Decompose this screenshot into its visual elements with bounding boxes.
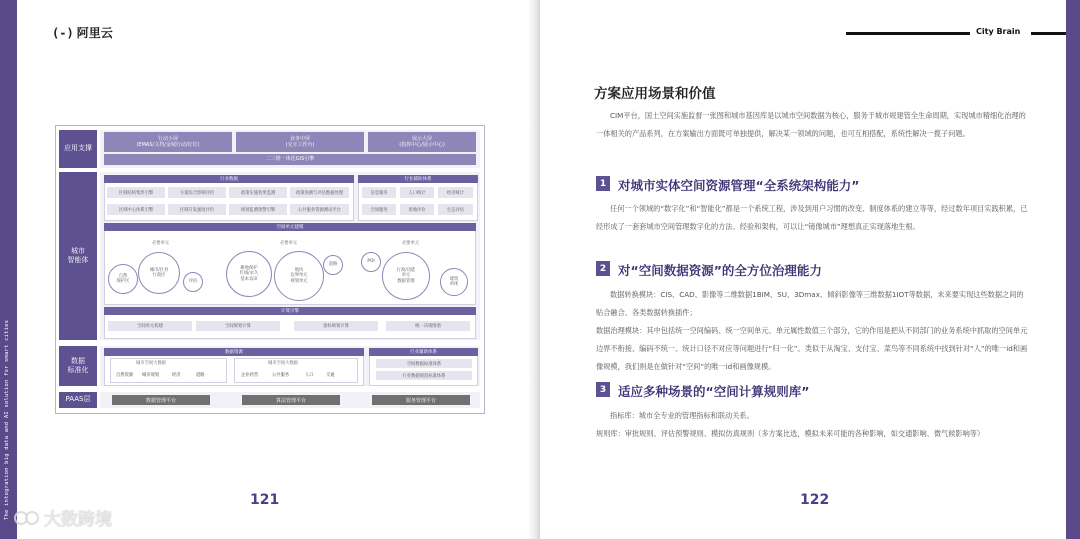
data-item: 自然资源 — [116, 373, 134, 378]
compute-item: 空间单元构建 — [108, 321, 192, 331]
section-title: 方案应用场景和价值 — [594, 86, 716, 102]
aliyun-logo — [52, 24, 113, 41]
data-item: 公共服务 — [272, 373, 290, 378]
layer-label-paas: PAAS层 — [59, 392, 97, 408]
assist-item: 信息服务 — [362, 187, 396, 198]
app-box-sub: (指挥中心/展示中心) — [399, 142, 445, 148]
watermark-logo-icon — [14, 509, 40, 527]
assist-item: 经济统计 — [438, 187, 473, 198]
vertical-side-text: The integration big data and AI solution for smart cities — [4, 319, 10, 520]
industry-item: 方案综合影响评价 — [168, 187, 226, 198]
layer-label-app: 应用支撑 — [59, 130, 97, 168]
paas-item: 数据管理平台 — [112, 395, 210, 405]
compute-item: 空间规划计算 — [196, 321, 280, 331]
assist-header: 行业辅助体系 — [358, 175, 478, 183]
item-heading: 对“空间数据资源”的全方位治理能力 — [618, 263, 822, 278]
watermark — [14, 505, 112, 530]
group-label: 必要单元 — [152, 241, 170, 246]
item-body: 指标库：城市全专业的管理指标和联动关系。 规则库：审批规则、评估预警规则、模拟仿真规则（多方案比选，模拟未来可能的各种影响，如交通影响、微气候影响等） — [596, 411, 985, 438]
data-group-title: 城市空间大数据 — [136, 361, 167, 366]
intro-paragraph: CIM平台，国土空间实施监督一张图和城市基因库是以城市空间数据为核心，服务于城市规建管全生命周期，实现城市精细化治理的一体相关的产品系列，在方案输出方面既可单独提供，解决某一领域的问题，也可互相搭配，系统性解决一揽子问题。 — [596, 111, 1026, 138]
header-rule — [1031, 32, 1066, 35]
data-group — [110, 358, 227, 383]
data-item: 道路 — [196, 373, 205, 378]
architecture-diagram — [55, 125, 485, 414]
standard-item: 行业数据规范标准体系 — [376, 371, 472, 380]
app-box-workbench — [236, 132, 364, 152]
app-box-title: 展示大屏 — [411, 135, 432, 142]
page-number-right: 122 — [800, 492, 830, 508]
industry-item: 区域中心体系引擎 — [107, 204, 165, 215]
standard-assist-header: 行业辅助体系 — [369, 348, 478, 356]
industry-item: 区域开发强度评价 — [168, 204, 226, 215]
page-number-left: 121 — [250, 492, 280, 508]
aliyun-logo-text: 阿里云 — [76, 26, 113, 40]
item-heading: 适应多种场景的“空间计算规则库” — [618, 384, 810, 399]
heading-number: 1 — [596, 176, 610, 191]
aliyun-logo-icon: (-) — [52, 25, 74, 40]
compute-item: 指标规划计算 — [294, 321, 378, 331]
node-circle: POI — [361, 252, 381, 272]
data-item: 人口 — [305, 373, 314, 378]
data-item: 企业经营 — [241, 373, 259, 378]
industry-item: 政策预测与评估数据处理 — [290, 187, 349, 198]
app-box-mobile — [104, 132, 232, 152]
app-box-sub: (交互工作台) — [285, 142, 315, 148]
assist-item: 空间服务 — [362, 204, 396, 215]
heading-number: 2 — [596, 261, 610, 276]
item-heading: 对城市实体空间资源管理“全系统架构能力” — [618, 178, 860, 193]
app-box-title: 行动小屏 — [157, 135, 178, 142]
app-box-bigscreen — [368, 132, 476, 152]
assist-item: 生态评估 — [438, 204, 473, 215]
industry-item: 区域结构集形引擎 — [107, 187, 165, 198]
compute-header: 计算引擎 — [104, 307, 476, 315]
heading-number: 3 — [596, 382, 610, 397]
space-unit-header: 空间单元建模 — [104, 223, 476, 231]
group-label: 必要单元 — [280, 241, 298, 246]
node-circle: 耕地保护 红线/永久 基本农田 — [226, 251, 272, 297]
node-circle: 自然 保护区 — [108, 264, 138, 294]
data-item: 交通 — [326, 373, 335, 378]
right-color-band — [1066, 0, 1080, 539]
header-rule — [846, 32, 970, 35]
app-box-sub: (EMAS/文档/金城行动/钉钉) — [136, 142, 200, 148]
data-group-title: 城市空间大数据 — [268, 361, 299, 366]
assist-item: 用地评价 — [400, 204, 434, 215]
industry-item: 政策实施效果监测 — [229, 187, 287, 198]
data-item: 经济 — [172, 373, 181, 378]
node-circle: 道路 — [323, 255, 343, 275]
industry-item: 规划监测预警引擎 — [229, 204, 287, 215]
standard-item: 空间数据标准体系 — [376, 359, 472, 368]
header-title: City Brain — [976, 27, 1021, 36]
item-body: 任何一个领域的“数字化”和“智能化”都是一个系统工程，涉及到用户习惯的改变、制度体系的建立等等，经过数年项目实践积累，已经形成了一套套城市空间管理数字化的方法、经验和架构，可以让“镜像城市”理想真正实现落地生根。 — [596, 204, 1028, 231]
data-resource-header: 数据资源 — [104, 348, 364, 356]
industry-data-header: 行业数据 — [104, 175, 354, 183]
item-body: 数据转换模块：CIS、CAD、影像等二维数据1BIM、SU、3Dmax、倾斜影像等三维数据1IOT等数据，未来要实现这些数据之间的贴合融合、各类数据转换插件； 数据治理模块：其中包括统一空间编码、统一空间单元、单元属性数值三个部分，它的作用是把从不同部门的业务系统中抓取的空间单元边界不衔接、编码不统一、统计口径不对应等问题进行“归一化”。类似于从淘宝、支付宝、菜鸟等不同系统中找到针对“人”的唯一id和画像规模，我们则是在做针对“空间”的唯一id和画像规模。 — [596, 290, 1028, 371]
gis-engine-bar: 二三维一体化GIS引擎 — [104, 154, 476, 165]
paas-item: 服务管理平台 — [372, 395, 470, 405]
app-box-title: 业务中屏 — [289, 135, 310, 142]
right-page — [540, 0, 1080, 539]
compute-item: 统一决策图谱 — [386, 321, 470, 331]
node-circle: 行政/功能 单元 数据管理 — [382, 252, 430, 300]
layer-label-hub: 城市 智能体 — [59, 172, 97, 340]
industry-item: 公共服务资源测试平台 — [290, 204, 349, 215]
layer-label-standard: 数据 标准化 — [59, 346, 97, 386]
assist-item: 人口统计 — [400, 187, 434, 198]
group-label: 必要单元 — [402, 241, 420, 246]
paas-item: 算法管理平台 — [242, 395, 340, 405]
node-circle: 建筑 单体 — [440, 268, 468, 296]
node-circle: 城市/区县 行政区 — [138, 252, 180, 294]
watermark-text: 大数跨境 — [44, 510, 112, 530]
node-circle: 评估 — [183, 272, 203, 292]
data-item: 城市规划 — [142, 373, 160, 378]
node-circle: 地块 边界单元 规划单元 — [274, 251, 324, 301]
